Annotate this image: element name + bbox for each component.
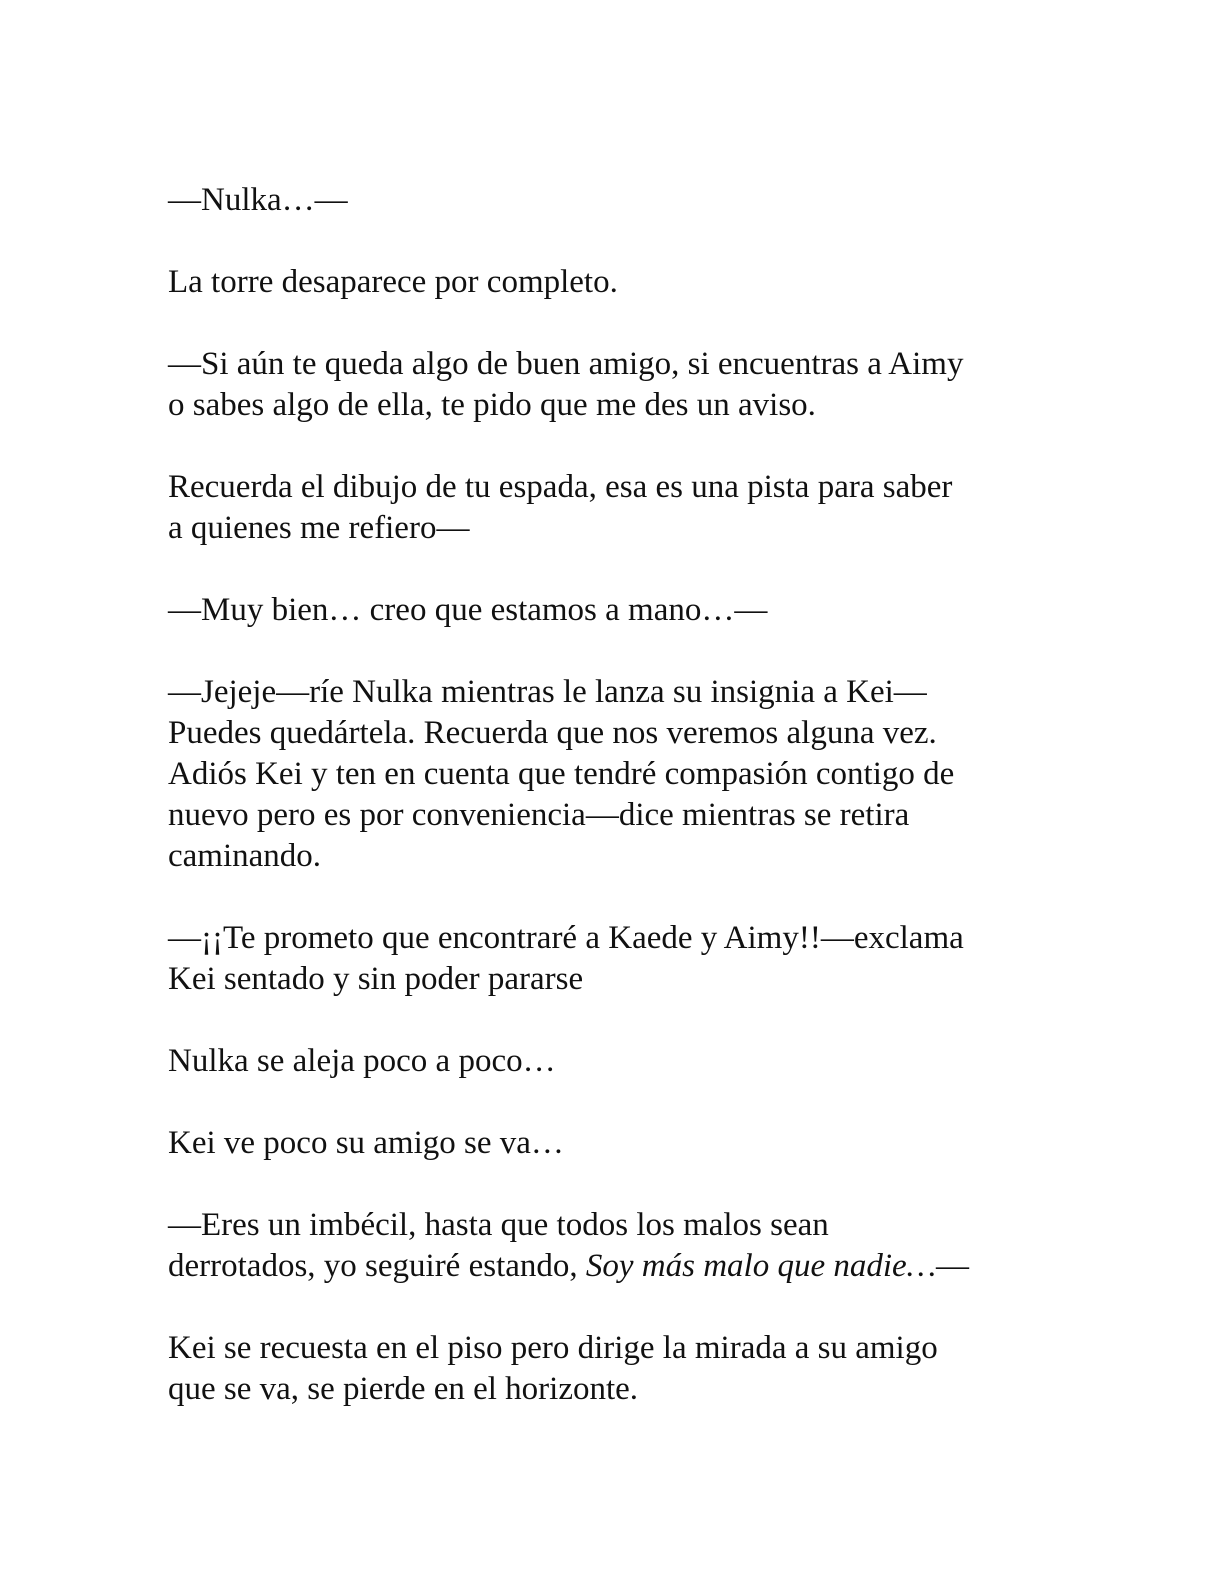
text-line: Kei sentado y sin poder pararse	[168, 961, 584, 997]
text-line: o sabes algo de ella, te pido que me des un aviso.	[168, 387, 816, 423]
paragraph-10	[168, 1205, 1048, 1287]
italic-text: Soy más malo que nadie…	[585, 1248, 937, 1284]
text-line: caminando.	[168, 838, 322, 874]
text-line-mixed	[168, 1246, 1048, 1287]
text-line: —Jejeje—ríe Nulka mientras le lanza su insignia a Kei—	[168, 674, 927, 710]
paragraph-8	[168, 1041, 1048, 1082]
text-line: Kei se recuesta en el piso pero dirige la mirada a su amigo	[168, 1330, 938, 1366]
text-line: —Eres un imbécil, hasta que todos los malos sean	[168, 1207, 829, 1243]
paragraph-9	[168, 1123, 1048, 1164]
text-line: nuevo pero es por conveniencia—dice mientras se retira	[168, 797, 910, 833]
text-line: Kei ve poco su amigo se va…	[168, 1125, 564, 1161]
paragraph-4	[168, 467, 1048, 549]
text-line: La torre desaparece por completo.	[168, 264, 618, 300]
text-line: —Si aún te queda algo de buen amigo, si encuentras a Aimy	[168, 346, 964, 382]
paragraph-2	[168, 262, 1048, 303]
text-line: —¡¡Te prometo que encontraré a Kaede y Aimy!!—exclama	[168, 920, 964, 956]
paragraph-3	[168, 344, 1048, 426]
story-text	[168, 180, 1048, 1451]
text-line: que se va, se pierde en el horizonte.	[168, 1371, 639, 1407]
text-line: Adiós Kei y ten en cuenta que tendré compasión contigo de	[168, 756, 955, 792]
text-line: —Muy bien… creo que estamos a mano…—	[168, 592, 768, 628]
text-line: a quienes me refiero—	[168, 510, 470, 546]
plain-text: derrotados, yo seguiré estando,	[168, 1248, 586, 1284]
text-line: Nulka se aleja poco a poco…	[168, 1043, 556, 1079]
paragraph-1	[168, 180, 1048, 221]
paragraph-7	[168, 918, 1048, 1000]
text-line: Recuerda el dibujo de tu espada, esa es una pista para saber	[168, 469, 953, 505]
text-line: Puedes quedártela. Recuerda que nos veremos alguna vez.	[168, 715, 937, 751]
paragraph-6	[168, 672, 1048, 877]
paragraph-11	[168, 1328, 1048, 1410]
closing-dash: —	[936, 1248, 970, 1284]
paragraph-5	[168, 590, 1048, 631]
text-line: —Nulka…—	[168, 182, 348, 218]
